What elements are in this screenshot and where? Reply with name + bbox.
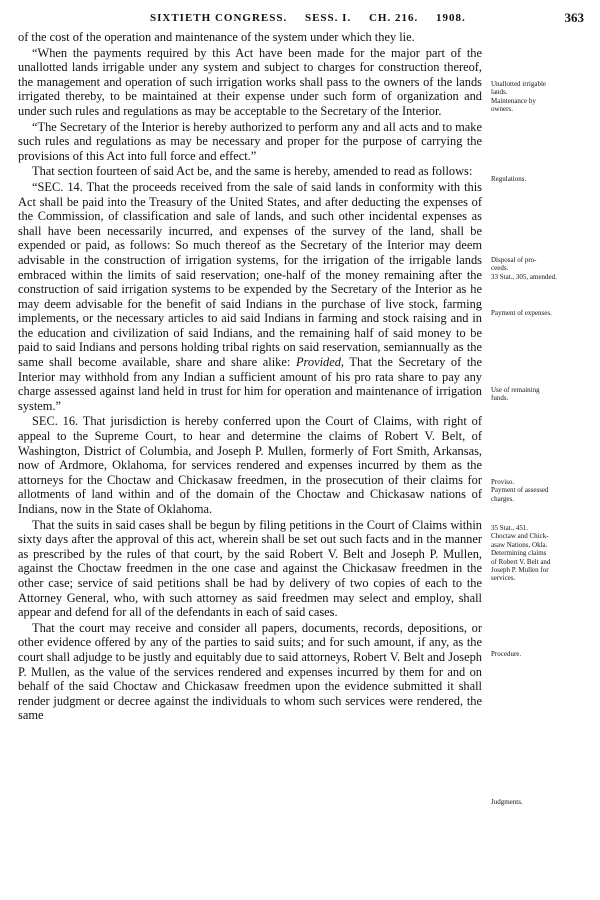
margin-note-claims: 35 Stat., 451. Choctaw and Chick- asaw Nations, Okla. Determining claims of Robert V. Belt and Joseph P. Mullen for services. [491, 524, 551, 583]
statute-text [18, 30, 482, 724]
margin-note-unallotted: Unallotted irrigable lands. Maintenance by owners. [491, 80, 547, 114]
year-label: 1908. [435, 12, 466, 24]
margin-note-regulations: Regulations. [491, 175, 527, 183]
margin-note-disposal: Disposal of pro- ceeds. 33 Stat., 305, amended. [491, 256, 557, 281]
chapter-label: CH. 216. [368, 12, 419, 24]
page-number: 363 [564, 10, 584, 25]
running-header [0, 8, 600, 28]
margin-note-proviso: Proviso. Payment of assessed charges. [491, 478, 549, 503]
paragraph: That the suits in said cases shall be begun by filing petitions in the Court of Claims within sixty days after the approval of this act, wherein shall be set out such facts and in the manner as prescribed by the rules of that court, by the said Robert V. Belt and Joseph P. Mullen, against the Choctaw freedmen in the one case and against the Chickasaw freedmen in the other case; service of said petitions shall be had by delivery of two copies of each to the Attorney General, who, with such attorney as said freedmen may select and employ, shall appear and defend for all of the defendants in each of said cases. [18, 517, 482, 620]
paragraph-section-16: SEC. 16. That jurisdiction is hereby conferred upon the Court of Claims, with right of appeal to the Supreme Court, to hear and determine the claims of Robert V. Belt, of Washington, District of Columbia, and Joseph P. Mullen, formerly of Fort Smith, Arkansas, now of Ardmore, Oklahoma, for services rendered and expenses incurred by them as the attorneys for the Choctaw and Chickasaw freedmen, in the prosecution of their claims for allotments of land within and of the domain of the Choctaw and Chickasaw nations of Indians, now in the State of Oklahoma. [18, 414, 482, 516]
paragraph: “When the payments required by this Act have been made for the major part of the unallotted lands irrigable under any system and subject to charges for construction thereof, the management and operation of such irrigation works shall pass to the owners of the lands irrigated thereby, to be maintained at their expense under such form of organization and under such rules and regulations as may be acceptable to the Secretary of the Interior. [18, 45, 482, 118]
proviso-word: Provided, [295, 355, 344, 370]
paragraph-section-14 [18, 180, 482, 414]
congress-label: SIXTIETH CONGRESS. [150, 12, 288, 24]
margin-note-judgments: Judgments. [491, 798, 523, 806]
running-title [150, 12, 480, 24]
session-label: SESS. I. [304, 12, 352, 24]
margin-note-payment: Payment of expenses. [491, 309, 552, 317]
paragraph-text: “SEC. 14. That the proceeds received from the sale of said lands in conformity with this Act shall be paid into the Treasury of the United States, and after deducting the expenses of the Commission, of classification and sale of lands, and such other incidental expenses as shall have been necessarily incurred, and expenses of the survey of the land, shall be expended or paid, as follows: So much thereof as the Secretary of the Interior may deem advisable in the construction of irrigation systems, for the irrigation of the irrigable lands embraced within the limits of said reservation; one-half of the money remaining after the construction of said irrigation systems to be expended by the Secretary of the Interior as he may deem advisable for the benefit of said Indians in the purchase of live stock, farming implements, or the necessary articles to aid said Indians in farming and stock raising and in the education and civilization of said Indians, and the remaining half of said money to be paid to said Indians and persons holding tribal rights on said reservation, semiannually as the same shall become available, share and share alike: [18, 179, 482, 370]
paragraph: That section fourteen of said Act be, and the same is hereby, amended to read as follows: [32, 164, 473, 179]
paragraph-text: That the Secretary of the Interior may withhold from any Indian a sufficient amount of his pro rata share to pay any charge assessed against land held in trust for him for operation and maintenance of irrigation system.” [18, 355, 482, 413]
paragraph: “The Secretary of the Interior is hereby authorized to perform any and all acts and to make such rules and regulations as may be necessary and proper for the purpose of carrying the provisions of this Act into full force and effect.” [18, 119, 482, 163]
margin-note-procedure: Procedure. [491, 650, 522, 658]
margin-note-use: Use of remaining funds. [491, 386, 540, 403]
paragraph: of the cost of the operation and maintenance of the system under which they lie. [18, 30, 415, 44]
paragraph: That the court may receive and consider all papers, documents, records, depositions, or other evidence offered by any of the parties to said suits; and for such amount, if any, as the court shall adjudge to be justly and equitably due to said attorneys, Robert V. Belt and Joseph P. Mullen, as the value of the services rendered and expenses incurred by them for and on behalf of the said Choctaw and Chickasaw freedmen upon the evidence submitted it shall render judgment or decree against the individuals to whom such services were rendered, the same [18, 620, 482, 723]
